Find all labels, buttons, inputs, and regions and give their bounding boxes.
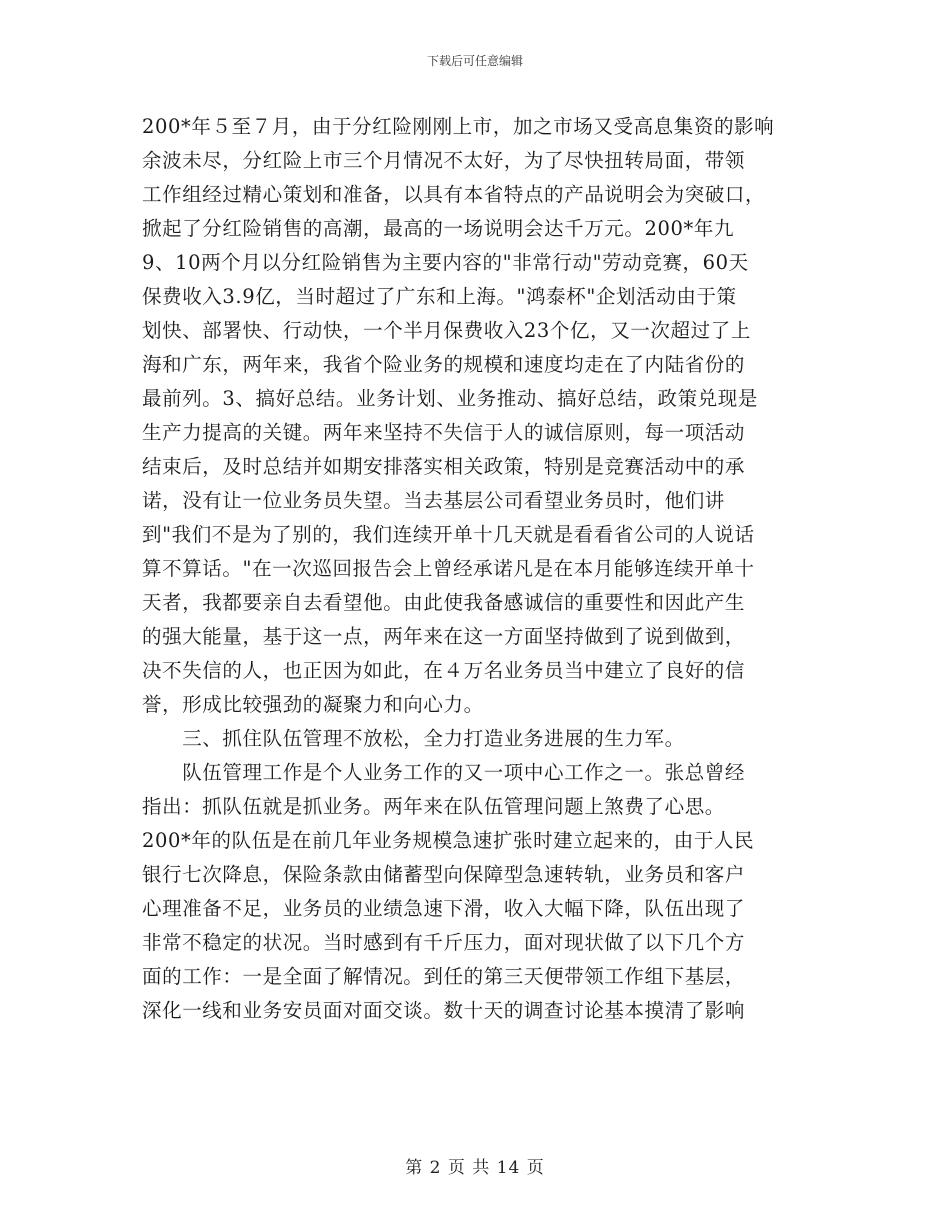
text-line: 非常不稳定的状况。当时感到有千斤压力，面对现状做了以下几个方 — [142, 931, 746, 954]
document-body — [142, 110, 810, 1028]
text-line: 200*年的队伍是在前几年业务规模急速扩张时建立起来的，由于人民 — [142, 829, 755, 852]
text-line: 掀起了分红险销售的高潮，最高的一场说明会达千万元。200*年九 — [142, 217, 735, 240]
text-line: 200*年５至７月，由于分红险刚刚上市，加之市场又受高息集资的影响 — [142, 115, 775, 138]
text-line: 划快、部署快、行动快，一个半月保费收入23个亿，又一次超过了上 — [142, 319, 751, 342]
text-line: 的强大能量，基于这一点，两年来在这一方面坚持做到了说到做到， — [142, 625, 746, 648]
text-line: 结束后，及时总结并如期安排落实相关政策，特别是竞赛活动中的承 — [142, 455, 746, 478]
text-line: 9、10两个月以分红险销售为主要内容的"非常行动"劳动竞赛，60天 — [142, 251, 749, 274]
text-line: 三、抓住队伍管理不放松，全力打造业务进展的生力军。 — [142, 727, 685, 750]
text-line: 海和广东，两年来，我省个险业务的规模和速度均走在了内陆省份的 — [142, 353, 746, 376]
text-line: 工作组经过精心策划和准备，以具有本省特点的产品说明会为突破口， — [142, 183, 766, 206]
text-line: 保费收入3.9亿，当时超过了广东和上海。"鸿泰杯"企划活动由于策 — [142, 285, 737, 308]
text-line: 诺，没有让一位业务员失望。当去基层公司看望业务员时，他们讲 — [142, 489, 725, 512]
text-line: 银行七次降息，保险条款由储蓄型向保障型急速转轨，业务员和客户 — [142, 863, 746, 886]
page-header: 下载后可任意编辑 — [426, 54, 523, 68]
text-line: 余波未尽，分红险上市三个月情况不太好，为了尽快扭转局面，带领 — [142, 149, 746, 172]
text-line: 天者，我都要亲自去看望他。由此使我备感诚信的重要性和因此产生 — [142, 591, 746, 614]
text-line: 面的工作：一是全面了解情况。到任的第三天便带领工作组下基层， — [142, 965, 746, 988]
text-line: 心理准备不足，业务员的业绩急速下滑，收入大幅下降，队伍出现了 — [142, 897, 746, 920]
page-footer: 第 2 页 共 14 页 — [405, 1158, 545, 1178]
text-line: 队伍管理工作是个人业务工作的又一项中心工作之一。张总曾经 — [142, 761, 746, 784]
text-line: 到"我们不是为了别的，我们连续开单十几天就是看看省公司的人说话 — [142, 523, 755, 546]
text-line: 生产力提高的关键。两年来坚持不失信于人的诚信原则，每一项活动 — [142, 421, 746, 444]
text-line: 深化一线和业务安员面对面交谈。数十天的调查讨论基本摸清了影响 — [142, 999, 746, 1022]
text-line: 誉，形成比较强劲的凝聚力和向心力。 — [142, 693, 484, 716]
text-line: 最前列。3、搞好总结。业务计划、业务推动、搞好总结，政策兑现是 — [142, 387, 759, 410]
text-line: 决不失信的人，也正因为如此，在４万名业务员当中建立了良好的信 — [142, 659, 746, 682]
text-line: 算不算话。"在一次巡回报告会上曾经承诺凡是在本月能够连续开单十 — [142, 557, 755, 580]
text-line: 指出：抓队伍就是抓业务。两年来在队伍管理问题上煞费了心思。 — [142, 795, 725, 818]
